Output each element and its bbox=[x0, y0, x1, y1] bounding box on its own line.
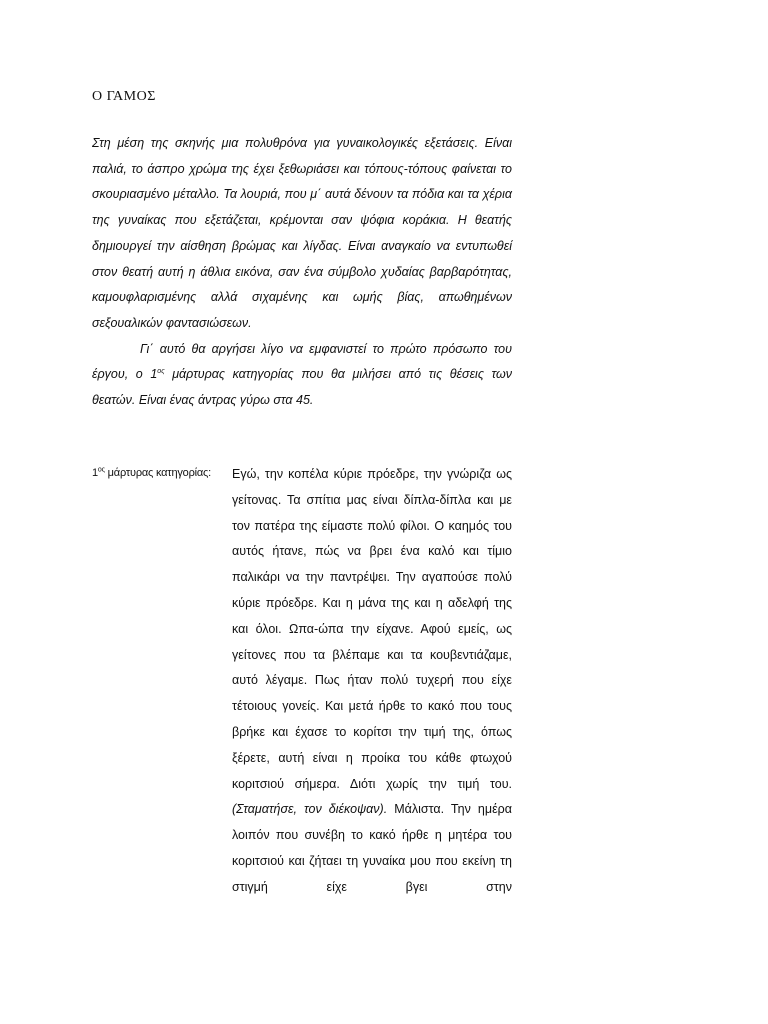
speech-paragraph bbox=[232, 462, 512, 901]
speech-part-1: Εγώ, την κοπέλα κύριε πρόεδρε, την γνώριζα ως γείτονας. Τα σπίτια μας είναι δίπλα-δίπλα και με τον πατέρα της είμαστε πολύ φίλοι. Ο καημός του αυτός ήτανε, πώς να βρει ένα καλό και τίμιο παλικάρι να την παντρέψει. Την αγαπούσε πολύ κύριε πρόεδρε. Και η μάνα της και η αδελφή της και όλοι. Ωπα-ώπα την είχανε. Αφού εμείς, ως γείτονες που τα βλέπαμε και τα κουβεντιάζαμε, αυτό λέγαμε. Πως ήταν πολύ τυχερή που είχε τέτοιους γονείς. Και μετά ήρθε το κακό που τους βρήκε και έχασε το κορίτσι την τιμή της, όπως ξέρετε, αυτή είναι η προίκα του κάθε φτωχού κοριτσιού σήμερα. Διότι χωρίς την τιμή του. bbox=[232, 467, 512, 791]
speech-stage-direction: (Σταματήσε, τον διέκοψαν). bbox=[232, 802, 388, 817]
intro-paragraph-2 bbox=[92, 337, 512, 414]
speaker-ordinal-superscript: ος bbox=[97, 466, 105, 474]
speech-block bbox=[232, 462, 512, 901]
speaker-label bbox=[92, 467, 211, 479]
intro-paragraph-2-after: μάρτυρας κατηγορίας που θα μιλήσει από τις θέσεις των θεατών. Είναι ένας άντρας γύρω στα 45. bbox=[92, 367, 512, 408]
stage-direction-intro bbox=[92, 131, 512, 414]
speaker-number: 1 bbox=[92, 467, 98, 479]
ordinal-superscript: ος bbox=[157, 368, 165, 376]
document-title: Ο ΓΑΜΟΣ bbox=[92, 89, 156, 104]
speaker-role: μάρτυρας κατηγορίας: bbox=[104, 467, 212, 479]
intro-paragraph-1: Στη μέση της σκηνής μια πολυθρόνα για γυναικολογικές εξετάσεις. Είναι παλιά, το άσπρο χρώμα της έχει ξεθωριάσει και τόπους-τόπους φαίνεται το σκουριασμένο μέταλλο. Τα λουριά, που μ΄ αυτά δένουν τα πόδια και τα χέρια της γυναίκας που εξετάζεται, κρέμονται σαν ψόφια κοράκια. Η θεατής δημιουργεί την αίσθηση βρώμας και λίγδας. Είναι αναγκαίο να εντυπωθεί στον θεατή αυτή η άθλια εικόνα, σαν ένα σύμβολο χυδαίας βαρβαρότητας, καμουφλαρισμένης αλλά σιχαμένης και ωμής βίας, απωθημένων σεξουαλικών φαντασιώσεων. bbox=[92, 136, 512, 330]
intro-paragraph-2-before: Γι΄ αυτό θα αργήσει λίγο να εμφανιστεί το πρώτο πρόσωπο του έργου, ο 1 bbox=[92, 341, 512, 382]
speech-part-2: Μάλιστα. Την ημέρα λοιπόν που συνέβη το κακό ήρθε η μητέρα του κοριτσιού και ζήταει τη γυναίκα μου που εκείνη τη στιγμή είχε βγει στην bbox=[232, 802, 512, 894]
